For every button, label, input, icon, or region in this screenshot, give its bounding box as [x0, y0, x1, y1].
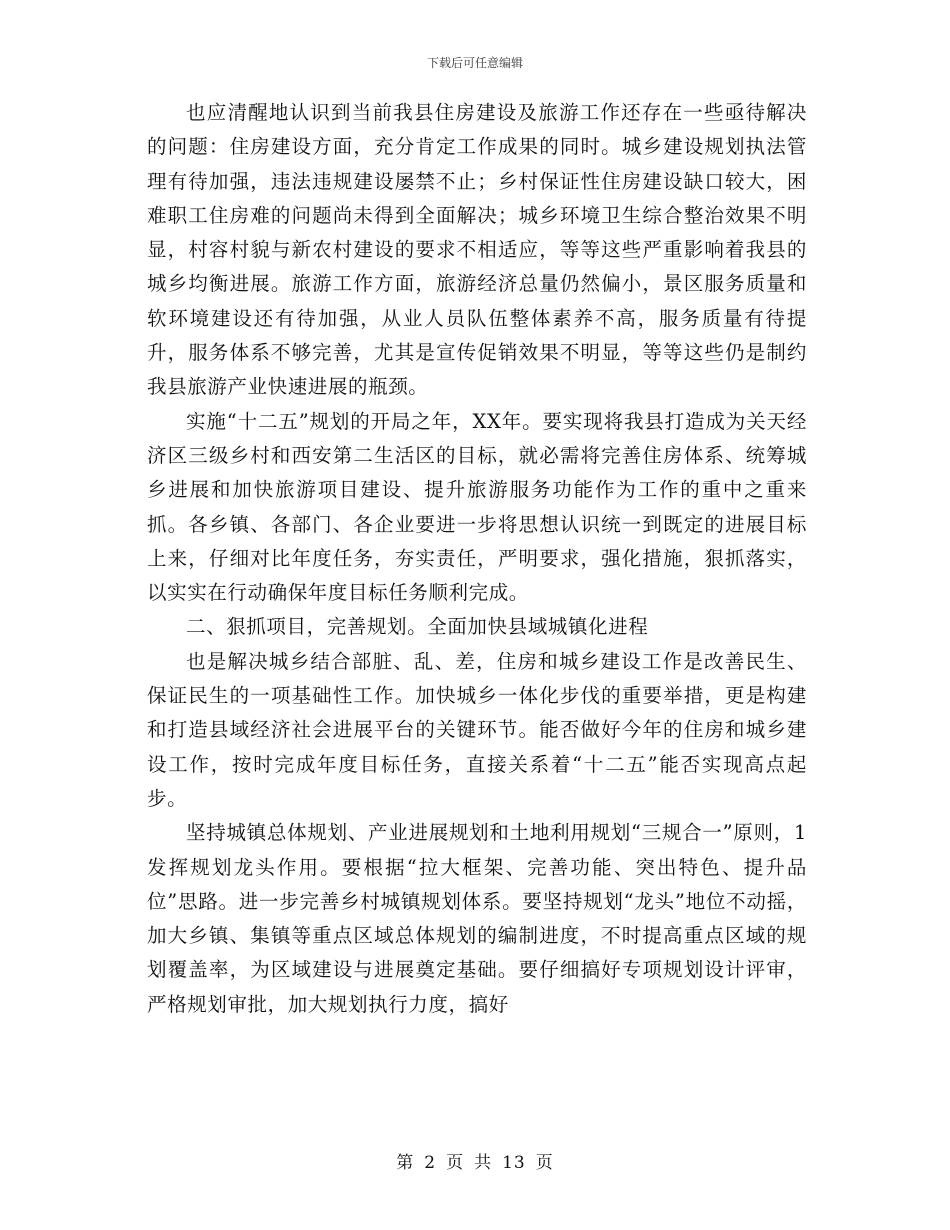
footer-page-number: 2 [424, 1153, 437, 1173]
page-header: 下载后可任意编辑 [426, 56, 523, 70]
footer-page-prefix: 第 [396, 1153, 415, 1173]
footer-page-mid: 页 [446, 1153, 465, 1173]
section-heading: 二、狠抓项目，完善规划。全面加快县域城镇化进程 [186, 615, 649, 639]
footer-total-suffix: 页 [535, 1153, 554, 1173]
paragraph-4: 坚持城镇总体规划、产业进展规划和土地利用规划“三规合一”原则，1发挥规划龙头作用。要根据“拉大框架、完善功能、突出特色、提升品位”思路。进一步完善乡村城镇规划体系。要坚持规划“龙头”地位不动摇，加大乡镇、集镇等重点区域总体规划的编制进度，不时提高重点区域的规划覆盖率，为区域建设与进展奠定基础。要仔细搞好专项规划设计评审，严格规划审批，加大规划执行力度，搞好 [147, 821, 807, 1016]
paragraph-1: 也应清醒地认识到当前我县住房建设及旅游工作还存在一些亟待解决的问题：住房建设方面，充分肯定工作成果的同时。城乡建设规划执法管理有待加强，违法违规建设屡禁不止；乡村保证性住房建设缺口较大，困难职工住房难的问题尚未得到全面解决；城乡环境卫生综合整治效果不明显，村容村貌与新农村建设的要求不相适应，等等这些严重影响着我县的城乡均衡进展。旅游工作方面，旅游经济总量仍然偏小，景区服务质量和软环境建设还有待加强，从业人员队伍整体素养不高，服务质量有待提升，服务体系不够完善，尤其是宣传促销效果不明显，等等这些仍是制约我县旅游产业快速进展的瓶颈。 [147, 101, 807, 399]
footer-total-pages: 13 [502, 1153, 526, 1173]
footer-total-prefix: 共 [474, 1153, 493, 1173]
paragraph-3: 也是解决城乡结合部脏、乱、差，住房和城乡建设工作是改善民生、保证民生的一项基础性工作。加快城乡一体化步伐的重要举措，更是构建和打造县域经济社会进展平台的关键环节。能否做好今年的住房和城乡建设工作，按时完成年度目标任务，直接关系着“十二五”能否实现高点起步。 [147, 649, 807, 810]
document-body [147, 96, 807, 1022]
paragraph-2: 实施“十二五”规划的开局之年，XX年。要实现将我县打造成为关天经济区三级乡村和西安第二生活区的目标，就必需将完善住房体系、统筹城乡进展和加快旅游项目建设、提升旅游服务功能作为工作的重中之重来抓。各乡镇、各部门、各企业要进一步将思想认识统一到既定的进展目标上来，仔细对比年度任务，夯实责任，严明要求，强化措施，狠抓落实，以实实在行动确保年度目标任务顺利完成。 [147, 409, 807, 605]
page-footer [0, 1148, 950, 1173]
